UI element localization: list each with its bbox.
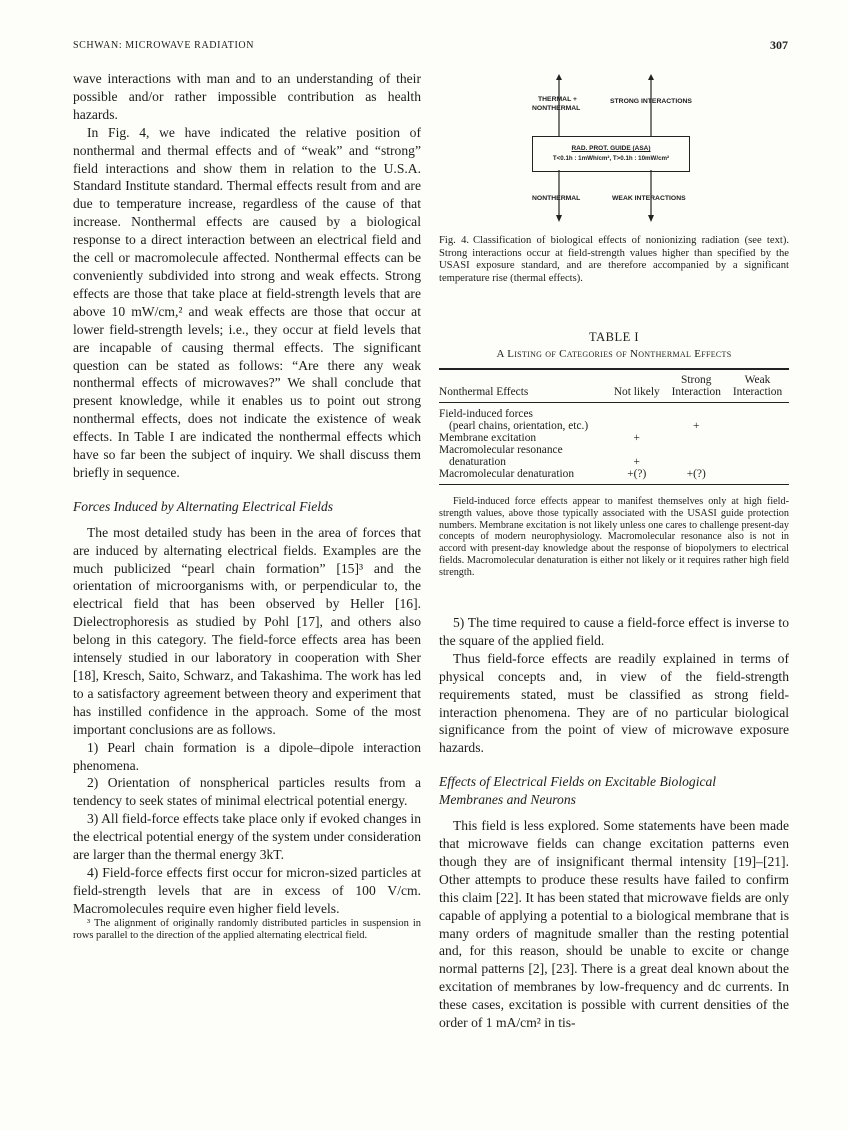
cell-weak — [726, 468, 789, 485]
list-item-4: 4) Field-force effects first occur for micron-sized particles at field-strength levels that are in excess of 100 V/cm. Macromolecules require even higher field levels. — [73, 864, 421, 916]
paragraph-right-1: Thus field-force effects are readily explained in terms of physical concepts and, in view of the field-strength requirements stated, must be classified as strong field-interaction phenomena. They are of no particular biological significance from the point of view of microwave exposure hazards. — [439, 650, 789, 756]
cell-not-likely — [607, 420, 667, 432]
header-strong — [667, 369, 727, 403]
section-heading-forces: Forces Induced by Alternating Electrical Fields — [73, 498, 334, 514]
list-item-1: 1) Pearl chain formation is a dipole–dipole interaction phenomena. — [73, 739, 421, 773]
header-weak-line-1: Weak — [744, 374, 771, 386]
running-title: SCHWAN: MICROWAVE RADIATION — [73, 40, 255, 51]
table-row — [439, 444, 789, 456]
list-item-5: 5) The time required to cause a field-force effect is inverse to the square of the applied field. — [439, 615, 789, 648]
table-row — [439, 456, 789, 468]
label-nonthermal-top: NONTHERMAL — [532, 105, 581, 112]
cell-weak — [726, 432, 789, 444]
cell-effect: Field-induced forces — [439, 408, 533, 420]
cell-weak — [726, 444, 789, 456]
footnote: ³ The alignment of originally randomly distributed particles in suspension in rows parallel to the direction of the applied alternating electrical field. — [73, 917, 421, 942]
cell-not-likely: +(?) — [607, 468, 667, 485]
figure-4-diagram — [530, 72, 700, 227]
nonthermal-effects-table — [439, 368, 789, 485]
list-item-3: 3) All field-force effects take place only if evoked changes in the electrical potential energy of the system under consideration are larger than the thermal energy 3kT. — [73, 811, 421, 863]
label-weak-interactions: WEAK INTERACTIONS — [612, 195, 686, 202]
left-column — [73, 70, 421, 943]
table-note: Field-induced force effects appear to manifest themselves only at high field-strength values, above those typically associated with the USASI guide protection numbers. Membrane excitation is not likely unless one cares to challenge present-day concepts of modern neurophysiology. Macromolecular resonance also is not in accord with present-day knowledge about the response of biopolymers to electrical fields. Macromolecular denaturation is either not likely or it requires rather high field strength. — [439, 496, 789, 578]
cell-effect: Membrane excitation — [439, 432, 537, 444]
cell-effect: (pearl chains, orientation, etc.) — [449, 420, 589, 432]
table-subtitle: A Listing of Categories of Nonthermal Effects — [496, 348, 732, 360]
list-item-2: 2) Orientation of nonspherical particles results from a tendency to seek states of minimal electrical potential energy. — [73, 775, 421, 809]
right-column — [439, 614, 789, 1032]
header-weak-line-2: Interaction — [732, 386, 783, 398]
label-nonthermal-bottom: NONTHERMAL — [532, 195, 581, 202]
paragraph-right-2: This field is less explored. Some statements have been made that microwave fields can change excitation patterns even though they are of insignificant thermal intensity [19]–[21]. Other attempts to produce these results have failed to confirm this claim [22]. It has been stated that microwave fields are only capable of applying a potential to a biological membrane that is many orders of magnitude smaller than the resting potential and, for this reason, should be unable to excite or change normal patterns [2], [23]. There is a great deal known about the excitation of membranes by low-frequency and dc currents. In these cases, excitation is possible with current densities of the order of 1 mA/cm² in tis- — [439, 818, 789, 1031]
cell-strong — [667, 403, 727, 421]
cell-weak — [726, 456, 789, 468]
page-number: 307 — [770, 38, 788, 52]
section-heading-membranes — [439, 773, 789, 809]
guide-box — [532, 136, 690, 172]
section-heading-membranes-line-2: Membranes and Neurons — [439, 792, 576, 808]
guide-box-title: RAD. PROT. GUIDE (ASA) — [571, 145, 651, 152]
cell-strong — [667, 456, 727, 468]
label-thermal-plus: THERMAL + — [538, 96, 577, 103]
cell-not-likely: + — [633, 456, 640, 468]
cell-strong — [667, 444, 727, 456]
table-row — [439, 432, 789, 444]
figure-caption — [439, 235, 789, 285]
cell-effect: Macromolecular resonance — [439, 444, 563, 456]
cell-not-likely — [607, 444, 667, 456]
paragraph-3: The most detailed study has been in the area of forces that are induced by alternating electrical fields. Examples are the much publicized “pearl chain formation” [15]³ and the orientation of microorganisms with, or perpendicular to, the electrical field that has been observed by Heller [16]. Dielectrophoresis as studied by Pohl [17], and others also belong in this category. The field-force effects area has been intensely studied in our laboratory in cooperation with Sher [18], Kresch, Saito, Schwarz, and Takashima. The work has led to a satisfactory agreement between theory and experiment that has instilled confidence in the approach. Some of the most important conclusions are as follows. — [73, 524, 421, 737]
cell-strong — [667, 432, 727, 444]
cell-strong: +(?) — [667, 468, 727, 485]
header-effects: Nonthermal Effects — [439, 386, 529, 398]
table-row — [439, 403, 789, 421]
section-heading-membranes-line-1: Effects of Electrical Fields on Excitable Biological — [439, 774, 717, 790]
label-strong-interactions: STRONG INTERACTIONS — [610, 98, 692, 105]
cell-effect: Macromolecular denaturation — [439, 468, 607, 485]
paragraph-1: wave interactions with man and to an understanding of their possible and/or rather impossible contribution as health hazards. — [73, 71, 421, 122]
cell-weak — [726, 420, 789, 432]
table-row — [439, 420, 789, 432]
cell-weak — [726, 403, 789, 421]
header-strong-line-1: Strong — [681, 374, 712, 386]
cell-effect: denaturation — [449, 456, 506, 468]
cell-not-likely: + — [633, 432, 640, 444]
guide-box-values: T<0.1h : 1mWh/cm², T>0.1h : 10mW/cm² — [552, 155, 670, 162]
cell-strong: + — [693, 420, 700, 432]
table-header-row — [439, 369, 789, 403]
header-weak — [726, 369, 789, 403]
table-row — [439, 468, 789, 485]
header-not-likely: Not likely — [613, 386, 660, 398]
table-title: TABLE I — [588, 330, 640, 344]
cell-not-likely — [607, 403, 667, 421]
header-strong-line-2: Interaction — [671, 386, 721, 398]
figure-caption-label: Fig. 4. — [439, 235, 470, 246]
paragraph-2: In Fig. 4, we have indicated the relative position of nonthermal and thermal effects and of “weak” and “strong” field interactions and show them in relation to the U.S.A. Standard Institute standard. Thermal effects result from and are due to temperature increase, regardless of the cause of that increase. Nonthermal effects are caused by a biological response to a direct interaction between an electrical field and the cell or macromolecule affected. Nonthermal effects can be conveniently subdivided into strong and weak effects. Strong effects are those that take place at field-strength levels that are above 10 mW/cm,² and weak effects are those that occur at lower field-strength levels; i.e., they occur at field levels that are incapable of causing thermal effects. The significant question can be stated as follows: “Are there any weak nonthermal effects of microwaves?” We shall conclude that present knowledge, while it enables us to point out strong nonthermal effects, does not indicate the existence of weak effects. In Table I are indicated the nonthermal effects which have so far been the subject of inquiry. We shall discuss them briefly in sequence. — [73, 124, 421, 480]
figure-caption-text: Classification of biological effects of nonionizing radiation (see text). Strong interactions occur at field-strength values higher than specified by the USASI exposure standard, and are therefore accompanied by a significant temperature rise (thermal effects). — [439, 235, 789, 284]
